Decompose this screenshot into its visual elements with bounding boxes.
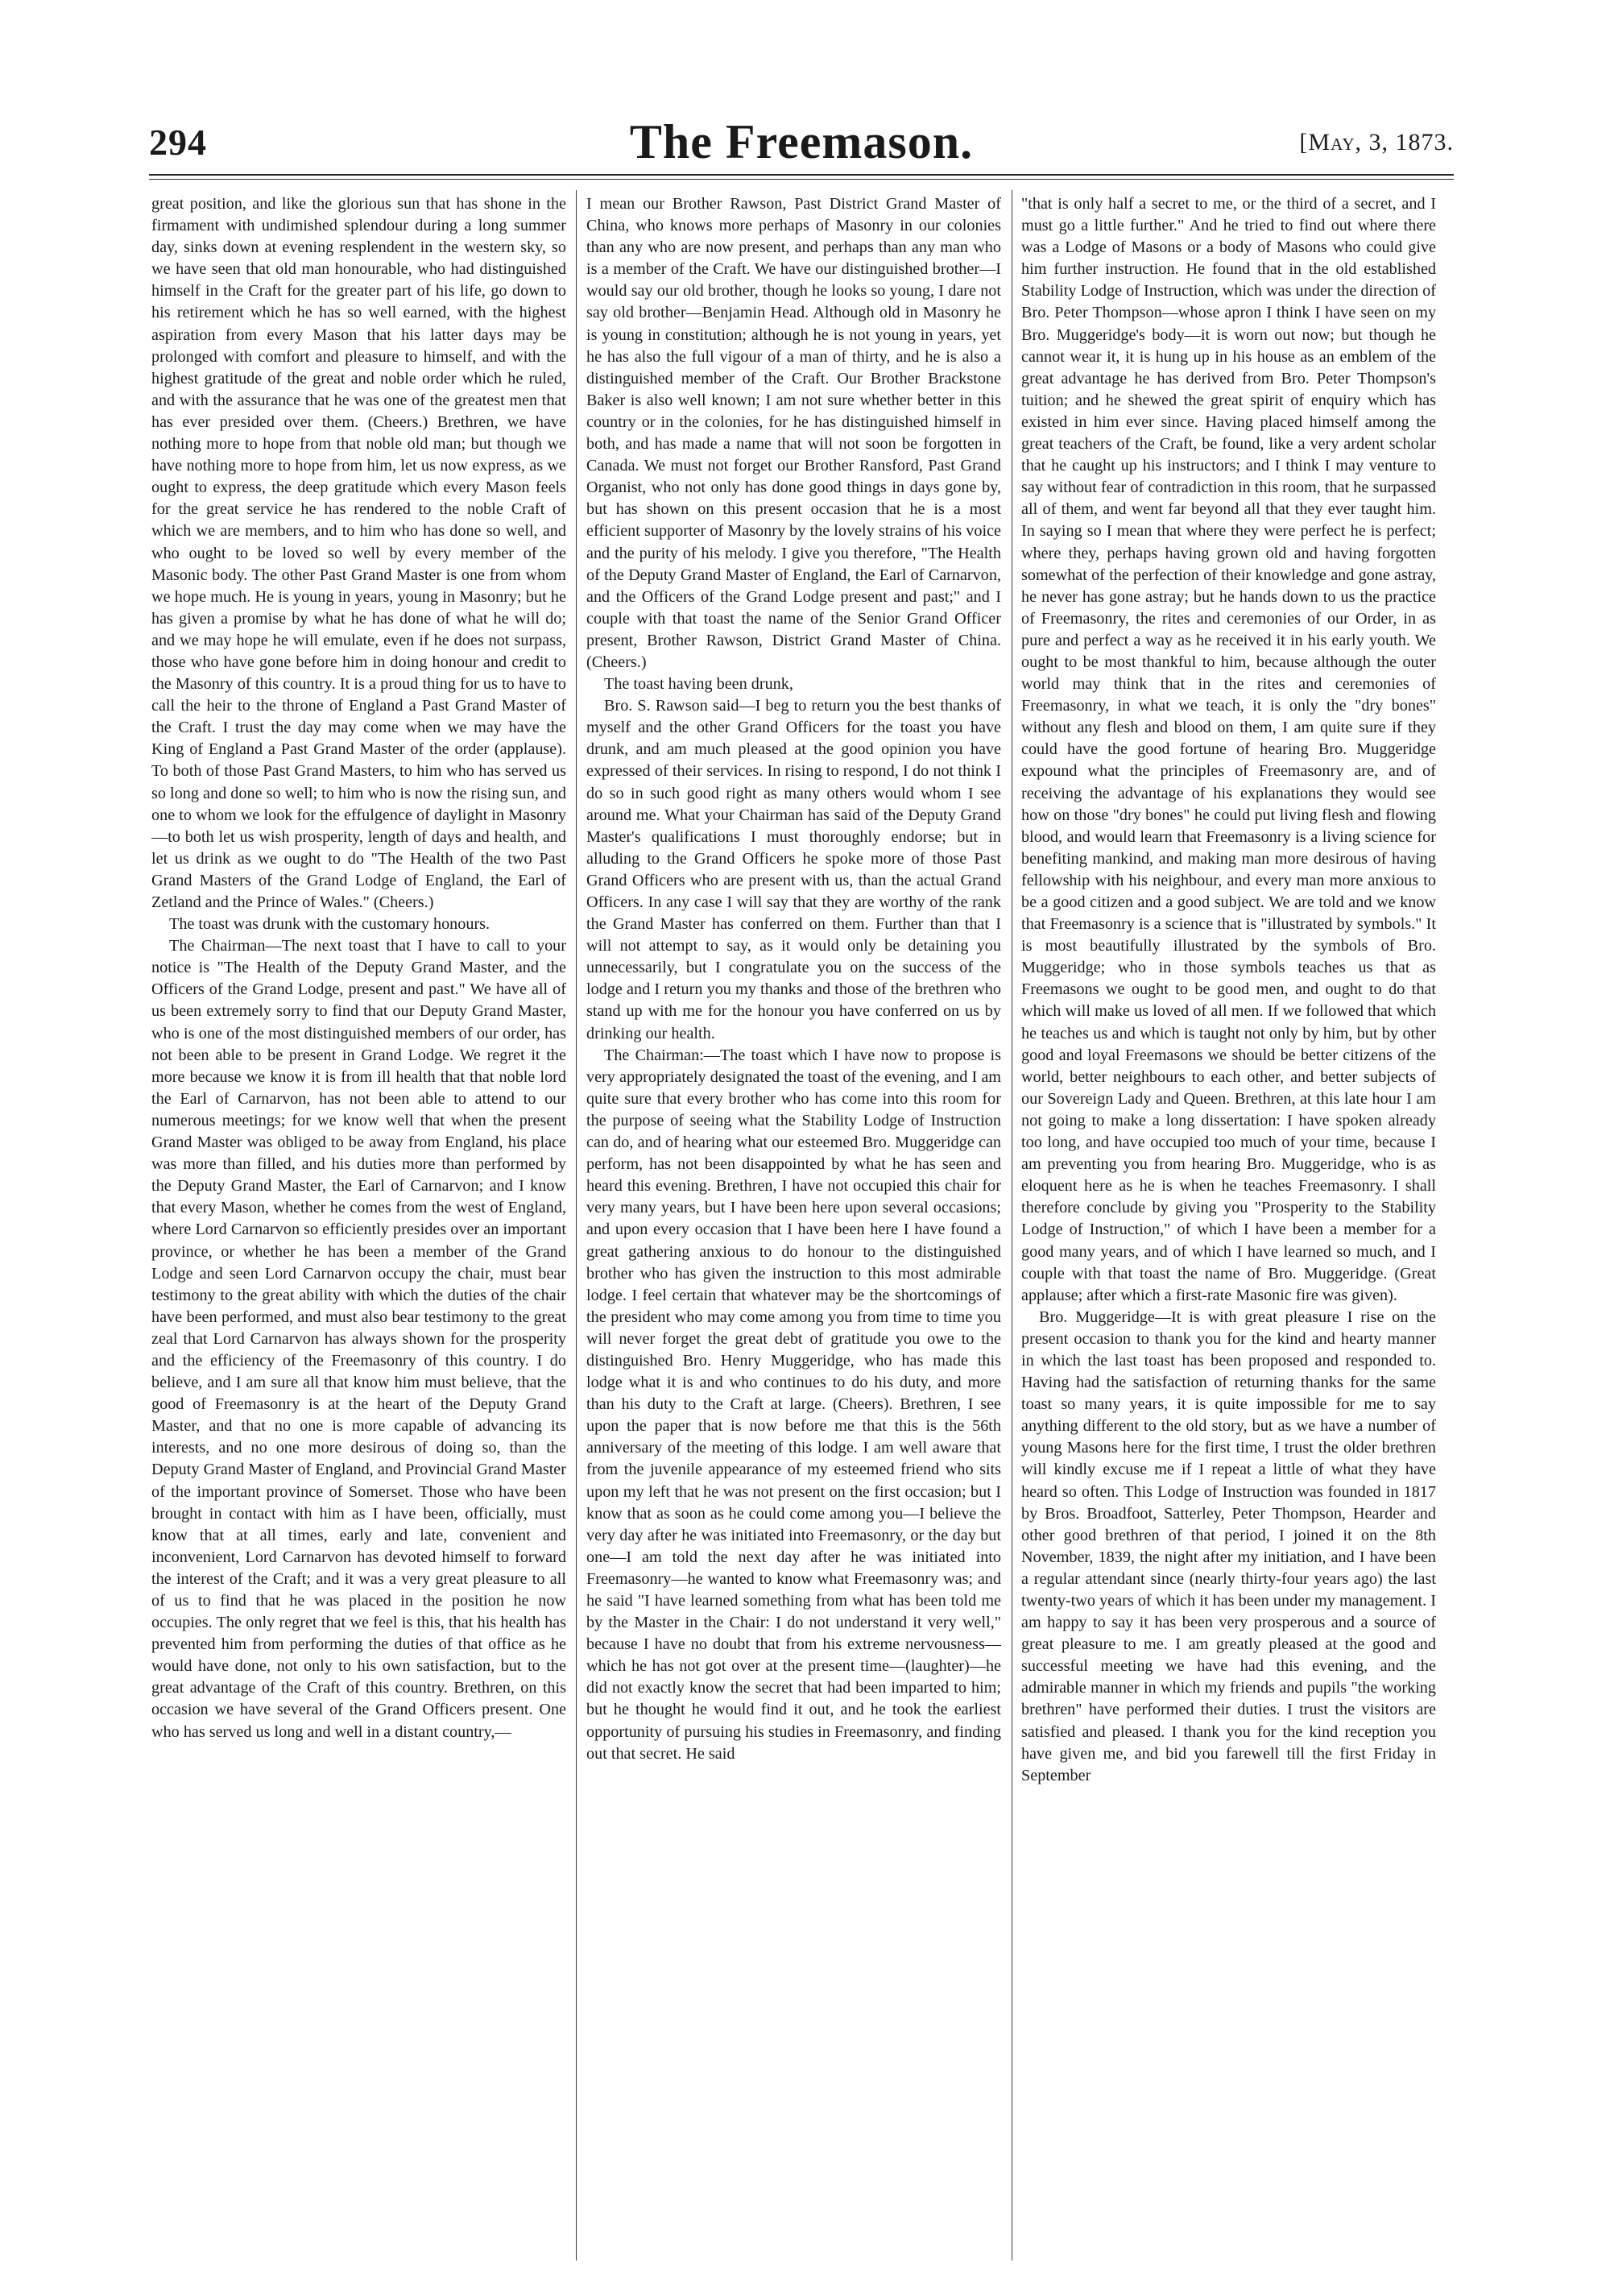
column-divider [576, 190, 577, 2261]
header-rule [149, 174, 1454, 176]
page-number: 294 [149, 122, 207, 163]
paragraph: Bro. Muggeridge—It is with great pleasure I rise on the present occasion to thank you for the kind and hearty manner in which the last toast has been proposed and responded to. Having had the satisfaction of returning thanks for the same toast so many years, it is quite impossible for me to say anything different to the old story, but as we have a number of young Masons here for the first time, I trust the older brethren will kindly excuse me if I repeat a little of what they have heard so often. This Lodge of Instruction was founded in 1817 by Bros. Broadfoot, Satterley, Peter Thompson, Hearder and other good brethren of that period, I joined it on the 8th November, 1839, the night after my initiation, and I have been a regular attendant since (nearly thirty-four years ago) the last twenty-two years of which it has been under my management. I am happy to say it has been very prosperous and a source of great pleasure to me. I am greatly pleased at the good and successful meeting we have had this evening, and the admirable manner in which my friends and pupils "the working brethren" have performed their duties. I trust the visitors are satisfied and pleased. I thank you for the kind reception you have given me, and bid you farewell till the first Friday in September [1021, 1308, 1436, 1784]
masthead-title: The Freemason. [629, 115, 974, 168]
paragraph: I mean our Brother Rawson, Past District Grand Master of China, who knows more perhaps of Masonry in our colonies than any who are now present, and perhaps than any man who is a member of the Craft. We have our distinguished brother—I would say our old brother, though he looks so young, I dare not say old brother—Benjamin Head. Although old in Masonry he is young in constitution; although he is not young in years, yet he has also the full vigour of a man of thirty, and he is also a distinguished member of the Craft. Our Brother Brackstone Baker is also well known; I am not sure whether better in this country or in the colonies, for he has distinguished himself in both, and has made a name that will not soon be forgotten in Canada. We must not forget our Brother Ransford, Past Grand Organist, who not only has done good things in days gone by, but has shown on this present occasion that he is a most efficient supporter of Masonry by the lovely strains of his voice and the purity of his melody. I give you therefore, "The Health of the Deputy Grand Master of England, the Earl of Carnarvon, and the Officers of the Grand Lodge present and past;" and I couple with that toast the name of the Senior Grand Officer present, Brother Rawson, District Grand Master of China. (Cheers.) [586, 195, 1001, 671]
header-rule-thin [149, 179, 1454, 180]
column-3 [1021, 193, 1436, 2256]
column-1 [151, 193, 566, 2256]
column-2 [586, 193, 1001, 2256]
paragraph: Bro. S. Rawson said—I beg to return you the best thanks of myself and the other Grand Officers for the toast you have drunk, and am much pleased at the good opinion you have expressed of their services. In rising to respond, I do not think I do so in such good right as many others would whom I see around me. What your Chairman has said of the Deputy Grand Master's qualifications I must thoroughly endorse; but in alluding to the Grand Officers he spoke more of those Past Grand Officers who are present with us, than the actual Grand Officers. In any case I will say that they are worthy of the rank the Grand Master has conferred on them. Further than that I will not attempt to say, as it would only be detaining you unnecessarily, but I congratulate you on the success of the lodge and I return you my thanks and those of the brethren who stand up with me for the honour you have conferred on us by drinking our health. [586, 697, 1001, 1042]
paragraph: The Chairman:—The toast which I have now to propose is very appropriately designated the toast of the evening, and I am quite sure that every brother who has come into this room for the purpose of seeing what the Stability Lodge of Instruction can do, and of hearing what our esteemed Bro. Muggeridge can perform, has not been disappointed by what he has seen and heard this evening. Brethren, I have not occupied this chair for very many years, but I have been here upon several occasions; and upon every occasion that I have been here I have found a great gathering anxious to do honour to the distinguished brother who has given the instruction to this most admirable lodge. I feel certain that whatever may be the shortcomings of the president who may come among you from time to time you will never forget the great debt of gratitude you owe to the distinguished Bro. Henry Muggeridge, who has made this lodge what it is and who continues to do his duty, and more than his duty to the Craft at large. (Cheers). Brethren, I see upon the paper that is now before me that this is the 56th anniversary of the meeting of this lodge. I am well aware that from the juvenile appearance of my esteemed friend who sits upon my left that he was not present on the first occasion; but I know that as soon as he could come among you—I believe the very day after he was initiated into Freemasonry, or the day but one—I am told the next day after he was initiated into Freemasonry—he wanted to know what Freemasonry was; and he said "I have learned something from what has been told me by the Master in the Chair: I do not understand it very well," because I have no doubt that from his extreme nervousness—which he has not got over at the present time—(laughter)—he did not exactly know the secret that had been imparted to him; but he thought he would find it out, and he took the earliest opportunity of pursuing his studies in Freemasonry, and finding out that secret. He said [586, 1046, 1001, 1763]
paragraph: The toast was drunk with the customary honours. [169, 915, 490, 934]
page-header [149, 114, 1454, 171]
paragraph: The toast having been drunk, [604, 675, 793, 694]
paragraph: great position, and like the glorious sun that has shone in the firmament with undimished splendour during a long summer day, sinks down at evening resplendent in the western sky, so we have seen that old man honourable, who had distinguished himself in the Craft for the greater part of his life, go down to his retirement which he has so well earned, with the highest aspiration from every Mason that his latter days may be prolonged with comfort and pleasure to himself, and with the highest gratitude of the great and noble order which he ruled, and with the assurance that he was one of the greatest men that has ever presided over them. (Cheers.) Brethren, we have nothing more to hope from that noble old man; but though we have nothing more to hope from him, let us now express, as we ought to express, the deep gratitude which every Mason feels for the great service he has rendered to the noble Craft of which we are members, and to him who has done so well, and who ought to be loved so well by every member of the Masonic body. The other Past Grand Master is one from whom we hope much. He is young in years, young in Masonry; but he has given a promise by what he has done of what he will do; and we may hope he will emulate, even if he does not surpass, those who have gone before him in doing honour and credit to the Masonry of this country. It is a proud thing for us to have to call the heir to the throne of England a Past Grand Master of the Craft. I trust the day may come when we may have the King of England a Past Grand Master of the order (applause). To both of those Past Grand Masters, to him who has served us so long and done so well; to him who is now the rising sun, and one to whom we look for the effulgence of daylight in Masonry—to both let us wish prosperity, length of days and health, and let us drink as we ought to do "The Health of the two Past Grand Masters of the Grand Lodge of England, the Earl of Zetland and the Prince of Wales." (Cheers.) [151, 195, 566, 911]
issue-date: [May, 3, 1873. [1299, 129, 1454, 155]
paragraph: "that is only half a secret to me, or the third of a secret, and I must go a little further." And he tried to find out where there was a Lodge of Masons or a body of Masons who could give him further instruction. He found that in the old established Stability Lodge of Instruction, which was under the direction of Bro. Peter Thompson—whose apron I think I have seen on my Bro. Muggeridge's body—it is worn out now; but though he cannot wear it, it is hung up in his house as an emblem of the great advantage he has derived from Bro. Peter Thompson's tuition; and he shewed the great spirit of enquiry which has existed in him ever since. Having placed himself among the great teachers of the Craft, be found, like a very ardent scholar that he caught up his instructors; and I think I may venture to say without fear of contradiction in this room, that he surpassed all of them, and went far beyond all that they ever taught him. In saying so I mean that where they were perfect he is perfect; where they, perhaps having grown old and having forgotten somewhat of the perfection of their knowledge and gone astray, he never has gone astray; but he hands down to us the practice of Freemasonry, the rites and ceremonies of our Order, in as pure and perfect a way as he received it in his early youth. We ought to be most thankful to him, because although the outer world may think that in the rites and ceremonies of Freemasonry, in what we teach, it is only the "dry bones" without any flesh and blood on them, I am quite sure if they could have the good fortune of hearing Bro. Muggeridge expound what the principles of Freemasonry are, and of receiving the advantage of his explanations they would see how on those "dry bones" he could put living flesh and flowing blood, and would learn that Freemasonry is a living science for benefiting mankind, and making man more desirous of having fellowship with his neighbour, and every man more anxious to be a good citizen and a good subject. We are told and we know that Freemasonry is a science that is "illustrated by symbols." It is most beautifully illustrated by the symbols of Bro. Muggeridge; who in those symbols teaches us that as Freemasons we ought to be good men, and ought to do that which will make us loved of all men. If we followed that which he teaches us and which is taught not only by him, but by other good and loyal Freemasons we should be better citizens of the world, better neighbours to each other, and better subjects of our Sovereign Lady and Queen. Brethren, at this late hour I am not going to make a long dissertation: I have spoken already too long, and have occupied too much of your time, because I am preventing you from hearing Bro. Muggeridge, who is as eloquent here as he is when he teaches Freemasonry. I shall therefore conclude by giving you "Prosperity to the Stability Lodge of Instruction," of which I have been a member for a good many years, and of which I have learned so much, and I couple with that toast the name of Bro. Muggeridge. (Great applause; after which a first-rate Masonic fire was given). [1021, 195, 1436, 1304]
paragraph: The Chairman—The next toast that I have to call to your notice is "The Health of the Deputy Grand Master, and the Officers of the Grand Lodge, present and past." We have all of us been extremely sorry to find that our Deputy Grand Master, who is one of the most distinguished members of our order, has not been able to be present in Grand Lodge. We regret it the more because we know it is from ill health that that noble lord the Earl of Carnarvon, has not been able to attend to our numerous meetings; for we know well that when the present Grand Master was obliged to be away from England, his place was more than filled, and his duties more than performed by the Deputy Grand Master, the Earl of Carnarvon; and I know that every Mason, whether he comes from the west of England, where Lord Carnarvon so efficiently presides over an important province, or whether he has been a member of the Grand Lodge and seen Lord Carnarvon occupy the chair, must bear testimony to the great ability with which the duties of the chair have been performed, and must also bear testimony to the great zeal that Lord Carnarvon has always shown for the prosperity and the efficiency of the Freemasonry of this country. I do believe, and I am sure all that know him must believe, that the good of Freemasonry is at the heart of the Deputy Grand Master, and that no one is more capable of advancing its interests, and no one more desirous of doing so, than the Deputy Grand Master of England, and Provincial Grand Master of the important province of Somerset. Those who have been brought in contact with him as I have been, officially, must know that at all times, early and late, convenient and inconvenient, Lord Carnarvon has devoted himself to forward the interest of the Craft; and it was a very great pleasure to all of us to find that he was placed in the position he now occupies. The only regret that we feel is this, that his health has prevented him from performing the duties of that office as he would have done, not only to his own satisfaction, but to the great advantage of the Craft of this country. Brethren, on this occasion we have several of the Grand Officers present. One who has served us long and well in a distant country,— [151, 937, 566, 1741]
